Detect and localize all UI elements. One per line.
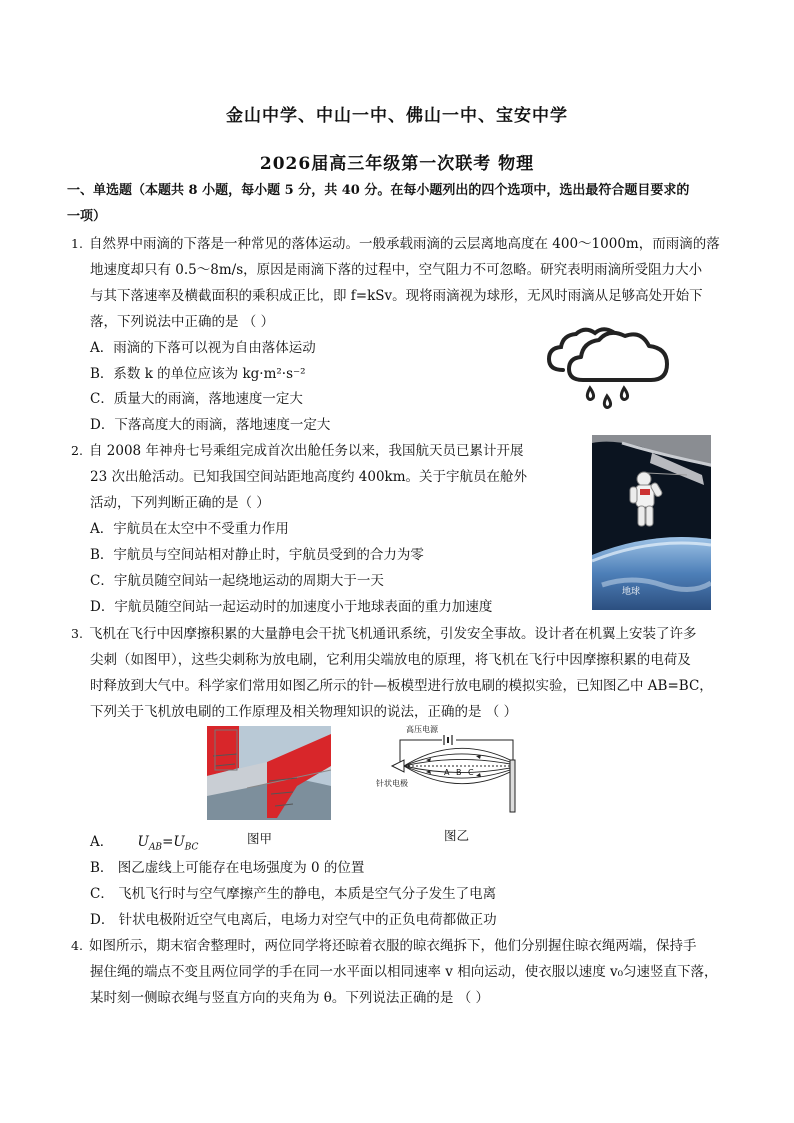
point-a-label: A xyxy=(444,768,450,777)
section-header-cont: 一项） xyxy=(67,209,107,224)
needle-plate-diagram xyxy=(376,726,520,820)
q1-option-c: C．质量大的雨滴，落地速度一定大 xyxy=(90,391,303,407)
q1-stem-line: 地速度却只有 0.5～8m/s，原因是雨滴下落的过程中，空气阻力不可忽略。研究表明雨滴所受阻力大小 xyxy=(90,262,703,278)
needle-electrode-label: 针状电极 xyxy=(376,779,408,788)
q2-stem-line: 23 次出舱活动。已知我国空间站距地高度约 400km。关于宇航员在舱外 xyxy=(90,469,528,485)
q3-option-c: C． 飞机飞行时与空气摩擦产生的静电，本质是空气分子发生了电离 xyxy=(90,886,497,902)
q3-stem-line: 尖刺（如图甲），这些尖刺称为放电刷，它利用尖端放电的原理，将飞机在飞行中因摩擦积累的电荷及 xyxy=(90,652,691,668)
q1-stem-line: 落，下列说法中正确的是 （ ） xyxy=(90,314,275,330)
q1-option-b: B．系数 k 的单位应该为 kg·m²·s⁻² xyxy=(90,366,306,382)
q2-option-c: C．宇航员随空间站一起绕地运动的周期大于一天 xyxy=(90,573,384,589)
section-header: 一、单选题（本题共 8 小题，每小题 5 分，共 40 分。在每小题列出的四个选项中，选出最符合题目要求的 xyxy=(67,183,690,198)
q2-option-b: B．宇航员与空间站相对静止时，宇航员受到的合力为零 xyxy=(90,547,424,563)
question-number: 3. xyxy=(71,626,83,641)
q2-option-d: D．宇航员随空间站一起运动时的加速度小于地球表面的重力加速度 xyxy=(90,599,493,615)
rain-cloud-icon xyxy=(543,322,673,410)
figure-b-caption: 图乙 xyxy=(444,828,470,843)
astronaut-photo xyxy=(592,435,711,610)
q3-option-b: B． 图乙虚线上可能存在电场强度为 0 的位置 xyxy=(90,860,365,876)
point-c-label: C xyxy=(468,768,474,777)
formula-subscript: BC xyxy=(184,842,199,853)
q3-stem-line: 时释放到大气中。科学家们常用如图乙所示的针—板模型进行放电刷的模拟实验，已知图乙中 AB=BC， xyxy=(90,678,713,694)
q3-stem-line: 飞机在飞行中因摩擦积累的大量静电会干扰飞机通讯系统，引发安全事故。设计者在机翼上安装了许多 xyxy=(89,626,697,642)
q1-stem-line: 自然界中雨滴的下落是一种常见的落体运动。一般承载雨滴的云层离地高度在 400～1000m，而雨滴的落 xyxy=(89,236,720,252)
airplane-wing-photo xyxy=(207,726,331,820)
q2-stem-line: 自 2008 年神舟七号乘组完成首次出舱任务以来，我国航天员已累计开展 xyxy=(89,443,524,459)
q3-option-a xyxy=(90,834,198,856)
option-letter: A． xyxy=(90,834,114,850)
q4-stem-line: 如图所示，期末宿舍整理时，两位同学将还晾着衣服的晾衣绳拆下，他们分别握住晾衣绳两端，保持手 xyxy=(89,938,697,954)
earth-label: 地球 xyxy=(622,587,641,597)
q3-option-d: D． 针状电极附近空气电离后，电场力对空气中的正负电荷都做正功 xyxy=(90,912,497,928)
q3-stem-line: 下列关于飞机放电刷的工作原理及相关物理知识的说法，正确的是 （ ） xyxy=(90,704,518,720)
q4-stem-line: 握住绳的端点不变且两位同学的手在同一水平面以相同速率 v 相向运动，使衣服以速度 v₀匀速竖直下落， xyxy=(90,964,718,980)
q1-option-a: A．雨滴的下落可以视为自由落体运动 xyxy=(90,340,316,356)
power-supply-label: 高压电源 xyxy=(406,725,438,734)
q2-stem-line: 活动，下列判断正确的是（ ） xyxy=(90,495,270,511)
formula-subscript: AB xyxy=(148,842,163,853)
question-number: 4. xyxy=(71,938,83,953)
point-b-label: B xyxy=(456,768,462,777)
q1-stem-line: 与其下落速率及横截面积的乘积成正比，即 f=kSv。现将雨滴视为球形，无风时雨滴从足够高处开始下 xyxy=(90,288,703,304)
school-names: 金山中学、中山一中、佛山一中、宝安中学 xyxy=(226,106,568,126)
formula-symbol: =U xyxy=(162,834,185,850)
formula-symbol: U xyxy=(137,834,149,850)
q4-stem-line: 某时刻一侧晾衣绳与竖直方向的夹角为 θ。下列说法正确的是 （ ） xyxy=(90,990,490,1006)
exam-title: 2026届高三年级第一次联考 物理 xyxy=(259,154,535,174)
question-number: 2. xyxy=(71,443,83,458)
q2-option-a: A．宇航员在太空中不受重力作用 xyxy=(90,521,289,537)
q1-option-d: D．下落高度大的雨滴，落地速度一定大 xyxy=(90,417,331,433)
question-number: 1. xyxy=(71,236,83,251)
figure-a-caption: 图甲 xyxy=(247,831,273,846)
